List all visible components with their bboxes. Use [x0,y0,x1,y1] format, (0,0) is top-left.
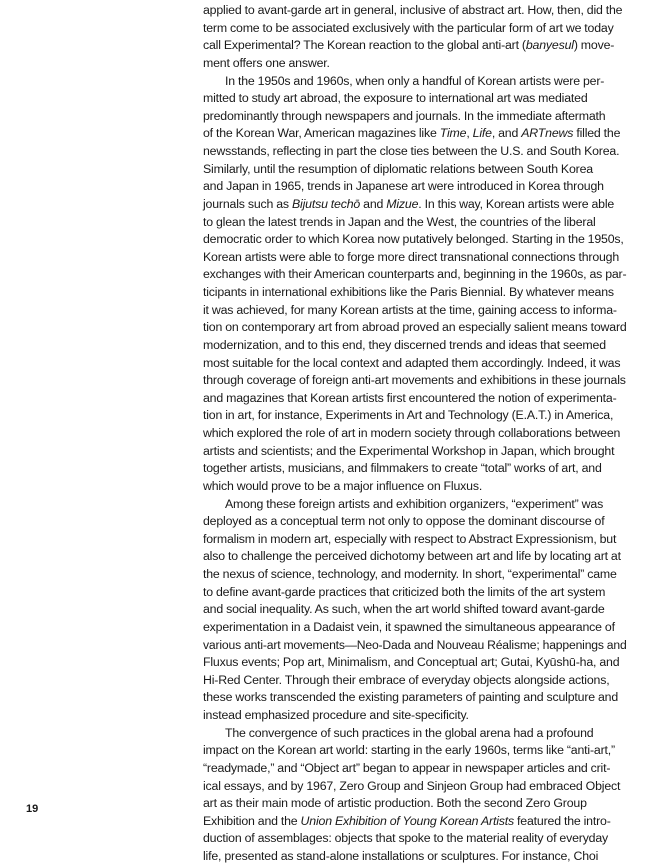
text-run: most suitable for the local context and adapted them accordingly. Indeed, it was [203,355,621,370]
text-line [203,778,627,796]
text-run: featured the intro- [514,813,611,828]
text-run: call Experimental? The Korean reaction to the global anti-art ( [203,38,526,53]
page-number: 19 [26,803,39,815]
body-text-column [203,2,627,866]
text-line [203,725,627,743]
text-run: experimentation in a Dadaist vein, it spawned the simultaneous appearance of [203,619,615,634]
text-line [203,161,627,179]
text-line [203,143,627,161]
text-line [203,584,627,602]
text-line [203,108,627,126]
text-line [203,337,627,355]
text-run: exchanges with their American counterparts and, beginning in the 1960s, as par- [203,267,627,282]
text-run: applied to avant-garde art in general, inclusive of abstract art. How, then, did the [203,3,623,17]
italic-title: Union Exhibition of Young Korean Artists [300,813,514,828]
text-line [203,548,627,566]
text-run: to define avant-garde practices that criticized both the limits of the art system [203,584,606,599]
text-run: tion on contemporary art from abroad proved an especially salient means toward [203,320,627,335]
text-run: artists and scientists; and the Experimental Workshop in Japan, which brought [203,443,615,458]
text-line [203,302,627,320]
text-run: it was achieved, for many Korean artists at the time, gaining access to informa- [203,302,617,317]
text-line [203,425,627,443]
text-line [203,266,627,284]
text-run: art as their main mode of artistic production. Both the second Zero Group [203,796,587,811]
text-line [203,319,627,337]
text-line [203,90,627,108]
text-line [203,284,627,302]
text-run: these works transcended the existing parameters of painting and sculpture and [203,690,619,705]
text-line [203,355,627,373]
text-line [203,37,627,55]
text-line [203,795,627,813]
text-run: and magazines that Korean artists first encountered the notion of experimenta- [203,390,617,405]
text-line [203,460,627,478]
text-run: ment offers one answer. [203,55,330,70]
text-run: Korean artists were able to forge more direct transnational connections through [203,249,620,264]
text-line [203,2,627,20]
text-run: tion in art, for instance, Experiments in Art and Technology (E.A.T.) in America, [203,408,614,423]
text-line [203,478,627,496]
text-line [203,178,627,196]
text-run: mitted to study art abroad, the exposure to international art was mediated [203,91,588,106]
text-run: the nexus of science, technology, and modernity. In short, “experimental” came [203,567,617,581]
text-run: Fluxus events; Pop art, Minimalism, and Conceptual art; Gutai, Kyūshū-ha, and [203,655,620,670]
text-run: Similarly, until the resumption of diplomatic relations between South Korea [203,161,593,176]
text-run: , [466,126,473,141]
text-line [203,372,627,390]
text-line [203,689,627,707]
italic-title: Time [439,126,467,141]
text-run: which explored the role of art in modern society through collaborations between [203,426,621,440]
text-line [203,531,627,549]
text-run: various anti-art movements—Neo-Dada and Nouveau Réalisme; happenings and [203,637,627,652]
text-run: term come to be associated exclusively with the particular form of art we today [203,20,614,35]
text-line [203,407,627,425]
text-run: and social inequality. As such, when the art world shifted toward avant-garde [203,602,605,617]
text-run: ical essays, and by 1967, Zero Group and Sinjeon Group had embraced Object [203,778,621,793]
text-run: of the Korean War, American magazines like [203,126,440,141]
italic-title: Mizue [386,196,419,211]
paragraph [203,496,627,725]
italic-title: banyesul [525,38,574,53]
text-run: ) move- [573,38,615,53]
text-run: through coverage of foreign anti-art movements and exhibitions in these journals [203,373,626,388]
text-run: . In this way, Korean artists were able [418,196,615,211]
text-run: newsstands, reflecting in part the close ties between the U.S. and South Korea. [203,144,620,158]
text-run: Exhibition and the [203,813,301,828]
text-run: impact on the Korean art world: starting in the early 1960s, terms like “anti-art,” [203,743,615,758]
text-run: modernization, and to this end, they discerned trends and ideas that seemed [203,337,606,352]
text-run: journals such as [203,196,292,211]
text-run: life, presented as stand-alone installations or sculptures. For instance, Choi [203,849,599,863]
text-run: “readymade,” and “Object art” began to appear in newspaper articles and crit- [203,760,611,775]
text-line [203,742,627,760]
text-line [203,390,627,408]
paragraph [203,73,627,496]
text-run: which would prove to be a major influence on Fluxus. [203,478,483,493]
text-line [203,760,627,778]
text-run: Among these foreign artists and exhibition organizers, “experiment” was [225,496,604,511]
text-run: instead emphasized procedure and site-specificity. [203,708,469,722]
text-line [203,566,627,584]
text-line [203,830,627,848]
paragraph [203,725,627,866]
text-run: Hi-Red Center. Through their embrace of everyday objects alongside actions, [203,672,610,687]
text-line [203,848,627,866]
text-run: and [360,196,387,211]
text-run: The convergence of such practices in the global arena had a profound [225,725,594,740]
text-line [203,20,627,38]
paragraph [203,2,627,73]
text-line [203,125,627,143]
text-line [203,196,627,214]
text-run: ticipants in international exhibitions like the Paris Biennial. By whatever means [203,285,614,299]
italic-title: Bijutsu techō [291,196,361,211]
text-run: deployed as a conceptual term not only to oppose the dominant discourse of [203,514,605,529]
text-run: to glean the latest trends in Japan and the West, the countries of the liberal [203,214,596,229]
italic-title: ARTnews [521,126,574,141]
text-line [203,707,627,725]
text-line [203,672,627,690]
text-line [203,496,627,514]
text-run: also to challenge the perceived dichotomy between art and life by locating art at [203,549,621,564]
text-line [203,813,627,831]
text-run: duction of assemblages: objects that spoke to the material reality of everyday [203,831,609,846]
text-line [203,214,627,232]
text-run: together artists, musicians, and filmmakers to create “total” works of art, and [203,461,602,476]
text-line [203,55,627,73]
text-line [203,601,627,619]
text-run: democratic order to which Korea now putatively belonged. Starting in the 1950s, [203,232,624,247]
text-run: In the 1950s and 1960s, when only a handful of Korean artists were per- [225,73,605,88]
text-run: predominantly through newspapers and journals. In the immediate aftermath [203,108,606,123]
text-line [203,619,627,637]
text-line [203,249,627,267]
text-line [203,443,627,461]
text-line [203,654,627,672]
text-run: , and [491,126,522,141]
italic-title: Life [472,126,492,141]
text-line [203,637,627,655]
text-run: filled the [573,126,621,141]
text-run: formalism in modern art, especially with respect to Abstract Expressionism, but [203,531,617,546]
text-line [203,231,627,249]
text-line [203,73,627,91]
text-run: and Japan in 1965, trends in Japanese art were introduced in Korea through [203,179,604,194]
text-line [203,513,627,531]
